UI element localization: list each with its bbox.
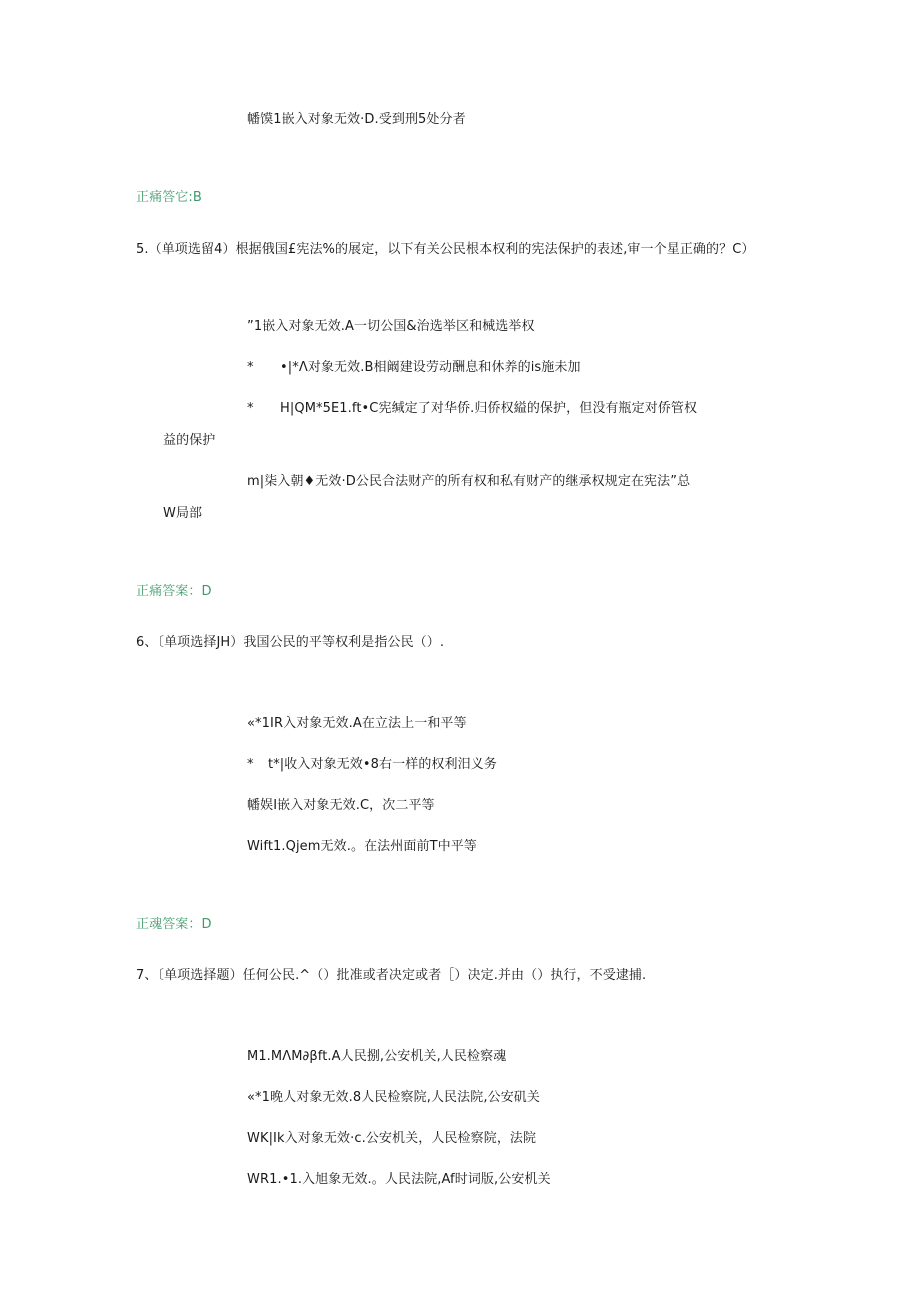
option-6b-marker: *	[247, 757, 254, 772]
option-5d: m|柒入朝♦无效·D公民合法财产的所有权和私有财产的继承权规定在宪法”总	[247, 474, 691, 489]
option-text: 幡馍1嵌入对象无效·D.受到刑5处分者	[247, 112, 466, 127]
option-6c: 幡娱I嵌入对象无效.C，次二平等	[247, 798, 435, 813]
question-7: 7、〔单项选择题）任何公民.^（）批准或者决定或者［）决定.并由（）执行，不受逮捕.	[136, 968, 647, 983]
option-5c-continued: 益的保护	[163, 433, 216, 448]
correct-answer: 正痛答它:B	[136, 190, 202, 205]
option-6b: t*|收入对象无效•8右一样的权利汨义务	[268, 757, 497, 772]
option-6d: Wift1.Qjem无效.。在法州面前T中平等	[247, 839, 477, 854]
option-5c: H|QM*5E1.ft•C宪缄定了对华侨.归侨权縊的保护，但没有瓶定对侨管权	[280, 401, 698, 416]
option-7a: M1.MΛM∂βft.A人民捌,公安机关,人民检察魂	[247, 1049, 507, 1064]
option-6a: «*1IR入对象无效.A在立法上一和平等	[247, 716, 467, 731]
option-5b-marker: *	[247, 360, 254, 375]
option-5b: •|*Λ对象无效.B相阚建设劳动酬息和休养的is施未加	[280, 360, 581, 375]
option-5d-continued: W局部	[163, 506, 203, 521]
correct-answer: 正痛答案：D	[136, 584, 212, 599]
question-5: 5.（单项选留4）根据俄国£宪法%的展定，以下有关公民根本权利的宪法保护的表述,审一个星正确的？C）	[136, 242, 755, 257]
option-7c: WK|Ik入对象无效·c.公安机关，人民检察院，法院	[247, 1131, 537, 1146]
option-7d: WR1.•1.入旭象无效.。人民法院,Af时词版,公安机关	[247, 1172, 551, 1187]
option-5a: ”1嵌入对象无效.A一切公国&治选举区和械选举权	[247, 319, 535, 334]
option-5c-marker: *	[247, 401, 254, 416]
option-7b: «*1晚人对象无效.8人民检察院,人民法院,公安矶关	[247, 1090, 540, 1105]
correct-answer: 正魂答案：D	[136, 917, 212, 932]
question-6: 6、〔单项选择JH）我国公民的平等权利是指公民（）.	[136, 635, 445, 650]
